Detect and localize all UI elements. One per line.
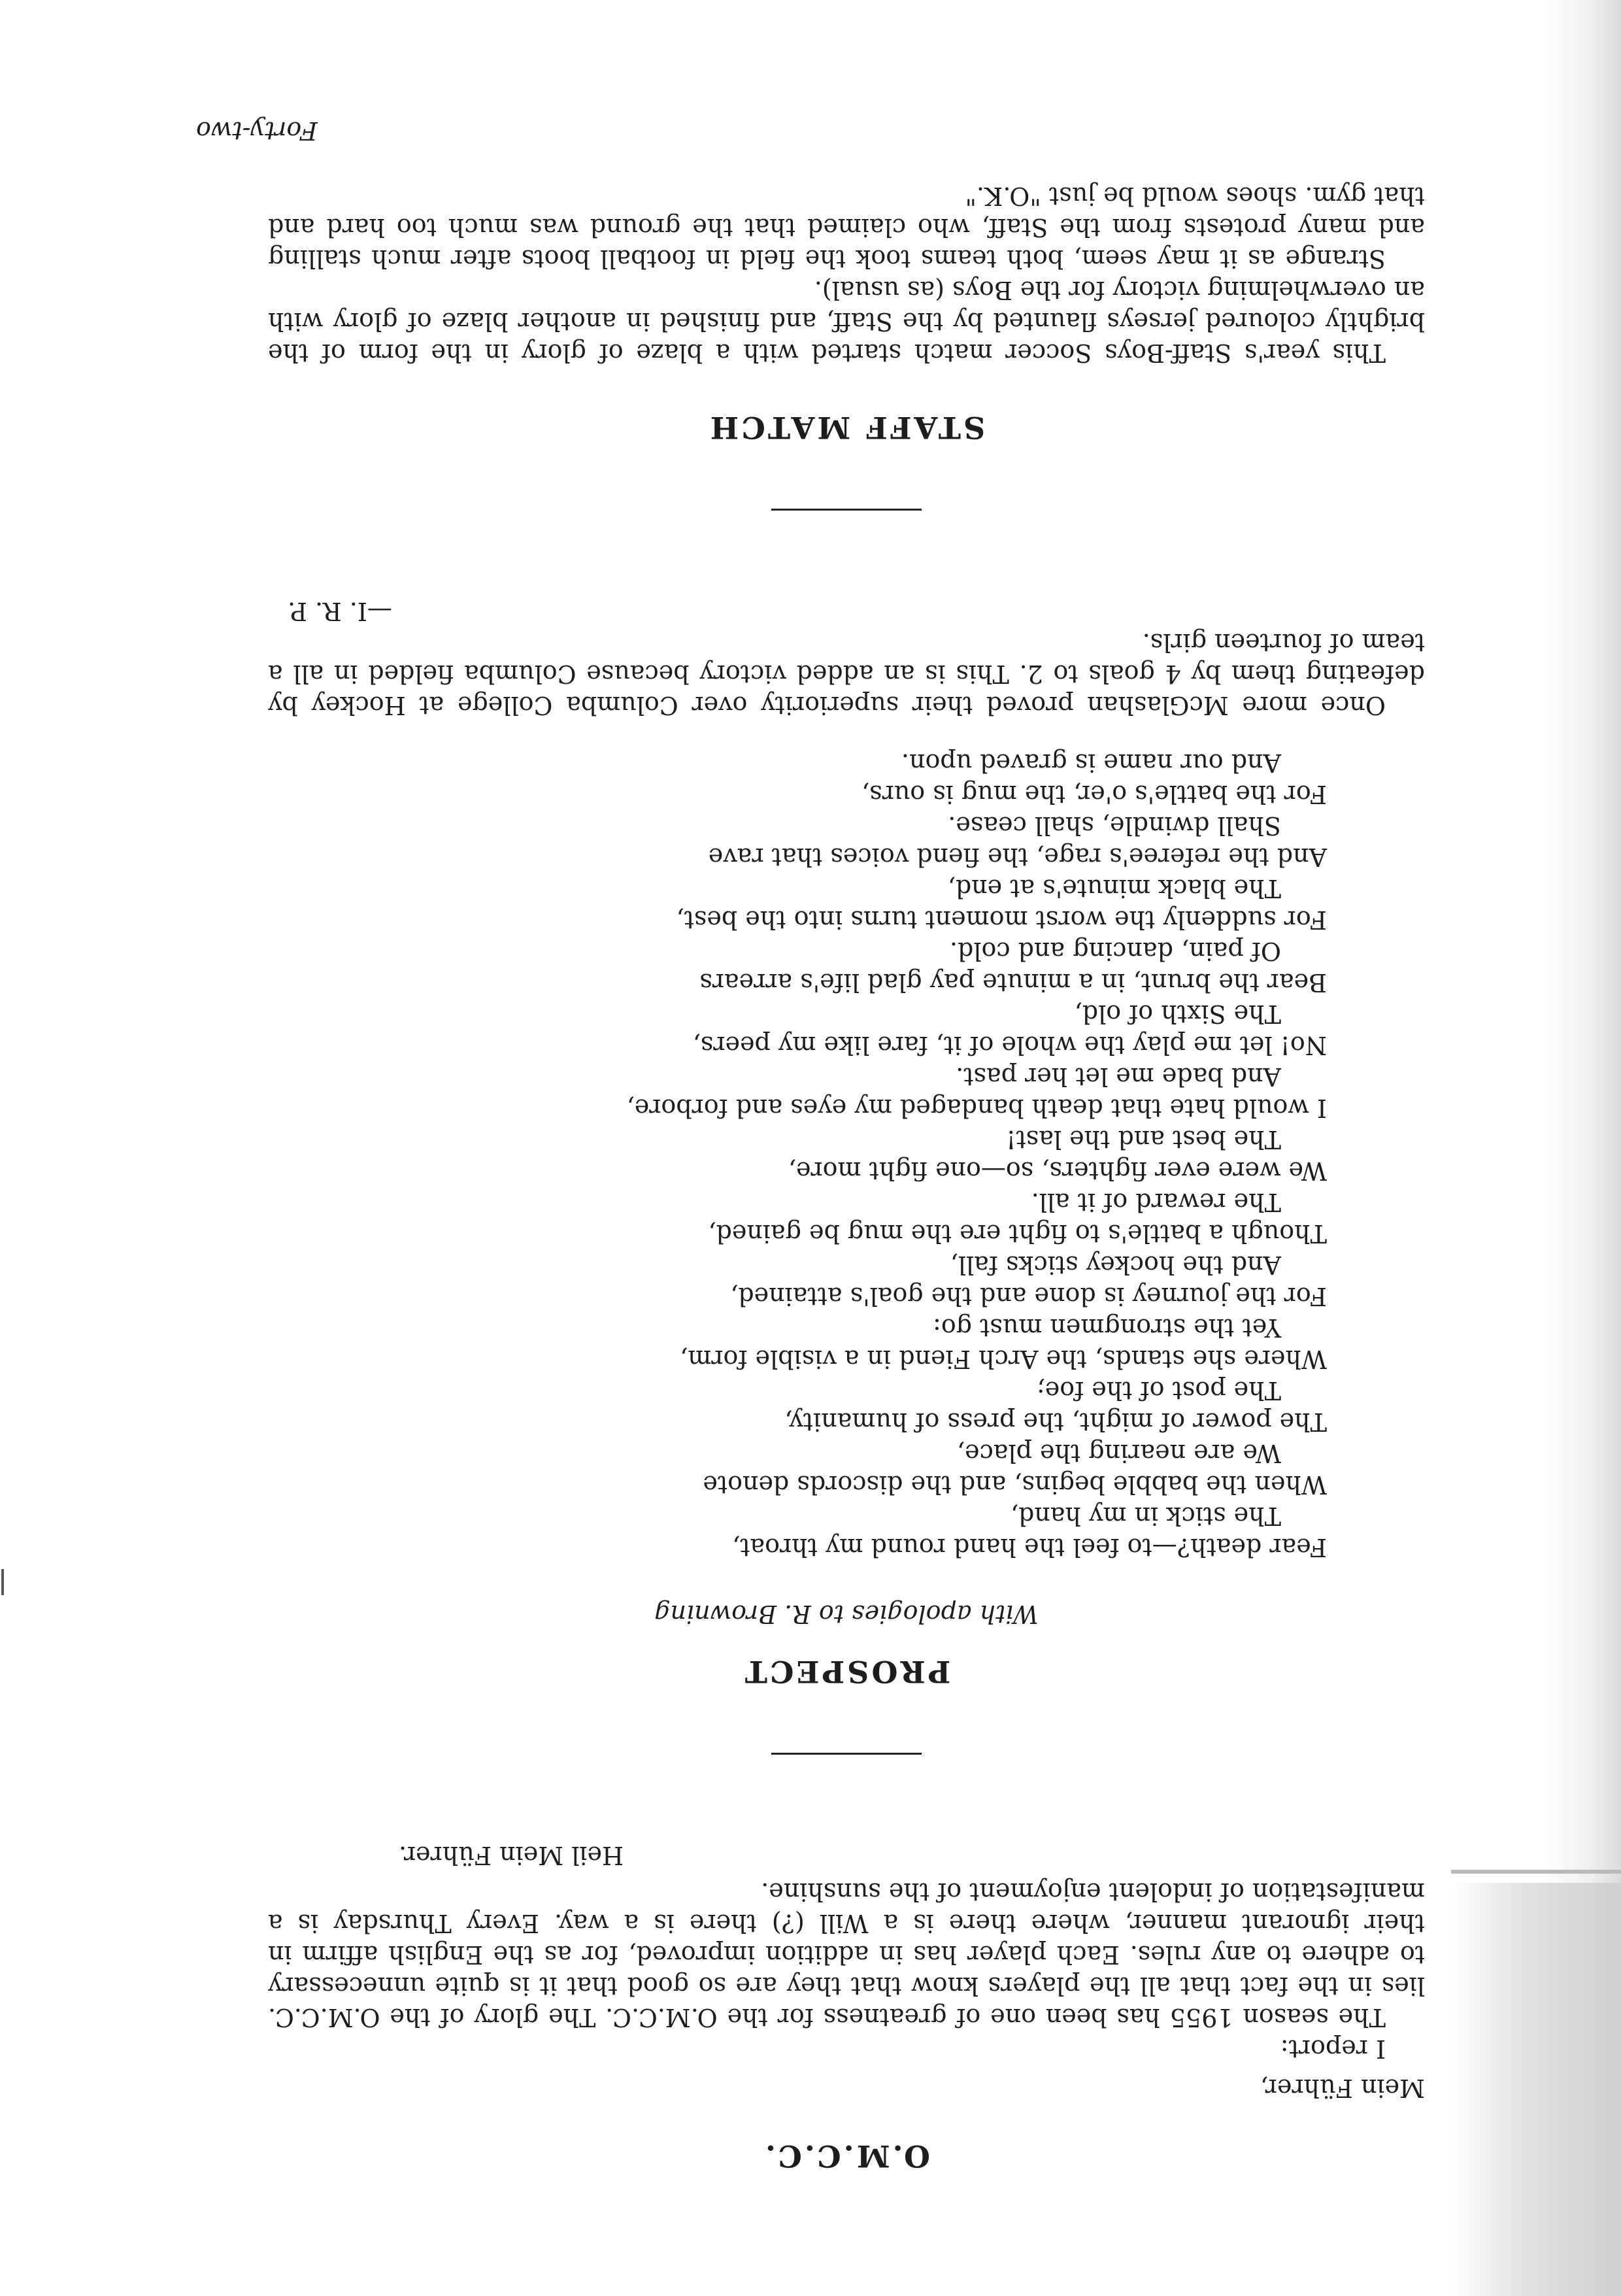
poem-line: The black minute's at end,: [947, 874, 1281, 903]
poem-line: And the referee's rage, the fiend voices that rave: [708, 843, 1327, 871]
prospect-heading: PROSPECT: [742, 1654, 951, 1689]
section-divider: [771, 509, 922, 511]
poem-line: The post of the foe;: [1036, 1376, 1281, 1405]
prospect-section: [268, 596, 1425, 1687]
page-number: Forty-two: [196, 116, 318, 145]
omcc-report: I report:: [1280, 2034, 1386, 2063]
staff-match-paragraph-1: This year's Staff-Boys Soccer match started with a blaze of glory in the form of the brightly coloured jerseys flaunted by the Staff, and finished in another blaze of glory with an overwhelming victory for the Boys (as usual).: [268, 276, 1425, 367]
staff-match-section: [268, 180, 1425, 443]
poem-line: Of pain, dancing and cold.: [949, 937, 1281, 966]
poem-line: And the hockey sticks fall,: [950, 1251, 1281, 1279]
poem-line: And bade me let her past.: [956, 1062, 1281, 1091]
poem-line: The stick in my hand,: [1011, 1502, 1281, 1530]
poem-line: Shall dwindle, shall cease.: [948, 811, 1281, 840]
staff-match-paragraph-2: Strange as it may seem, both teams took the field in football boots after much stalling and many protests from the Staff, who claimed that the ground was much too hard and that gym. shoes would be just "O.K.": [268, 182, 1425, 273]
poem-line: For the journey is done and the goal's attained,: [730, 1282, 1327, 1311]
prospect-poem: [268, 747, 1327, 1563]
author-initials: —I. R. P.: [288, 597, 392, 626]
omcc-body: The season 1955 has been one of greatness for the O.M.C.C. The glory of the O.M.C.C. lies in the fact that all the players know that they are so good that it is quite unnecessary to adhere to any rules. Each player has in addition improved, for as the English affirm in their ignorant manner, where there is a Will (?) there is a way. Every Thursday is a manifestation of indolent enjoyment of the sunshine.: [268, 1878, 1425, 2032]
staff-match-heading: STAFF MATCH: [707, 410, 986, 445]
poem-line: The power of might, the press of humanity,: [784, 1408, 1327, 1436]
poem-line: And our name is graved upon.: [901, 749, 1281, 777]
omcc-signoff: Heil Mein Führer.: [399, 1841, 624, 1870]
poem-line: No! let me play the whole of it, fare like my peers,: [692, 1031, 1327, 1060]
poem-line: Though a battle's to fight ere the mug be gained,: [708, 1219, 1327, 1248]
poem-line: I would hate that death bandaged my eyes and forbore,: [626, 1094, 1327, 1123]
poem-line: The best and the last!: [1006, 1125, 1281, 1154]
omcc-salutation: Mein Führer,: [1260, 2074, 1425, 2102]
poem-line: Yet the strongmen must go:: [933, 1313, 1281, 1342]
poem-line: For the battle's o'er, the mug is ours,: [861, 780, 1327, 809]
poem-line: Where she stands, the Arch Fiend in a visible form,: [680, 1345, 1327, 1374]
omcc-section: [268, 1840, 1425, 2172]
poem-line: For suddenly the worst moment turns into the best,: [676, 905, 1327, 934]
poem-line: Bear the brunt, in a minute pay glad life's arrears: [699, 968, 1327, 997]
poem-line: We are nearing the place,: [956, 1439, 1281, 1468]
poem-line: When the babble begins, and the discords denote: [703, 1470, 1327, 1499]
section-divider: [771, 1753, 922, 1755]
prospect-subtitle: With apologies to R. Browning: [654, 1600, 1039, 1629]
poem-line: Fear death?—to feel the hand round my throat,: [732, 1533, 1327, 1562]
hockey-paragraph: Once more McGlashan proved their superiority over Columba College at Hockey by defeating them by 4 goals to 2. This is an added victory because Columba fielded in all a team of fourteen girls.: [268, 628, 1425, 720]
poem-line: The Sixth of old,: [1074, 1000, 1281, 1028]
poem-line: We were ever fighters, so—one fight more,: [788, 1156, 1327, 1185]
page-content: [268, 180, 1425, 2172]
poem-line: The reward of it all.: [1031, 1188, 1281, 1217]
omcc-heading: O.M.C.C.: [763, 2138, 930, 2174]
